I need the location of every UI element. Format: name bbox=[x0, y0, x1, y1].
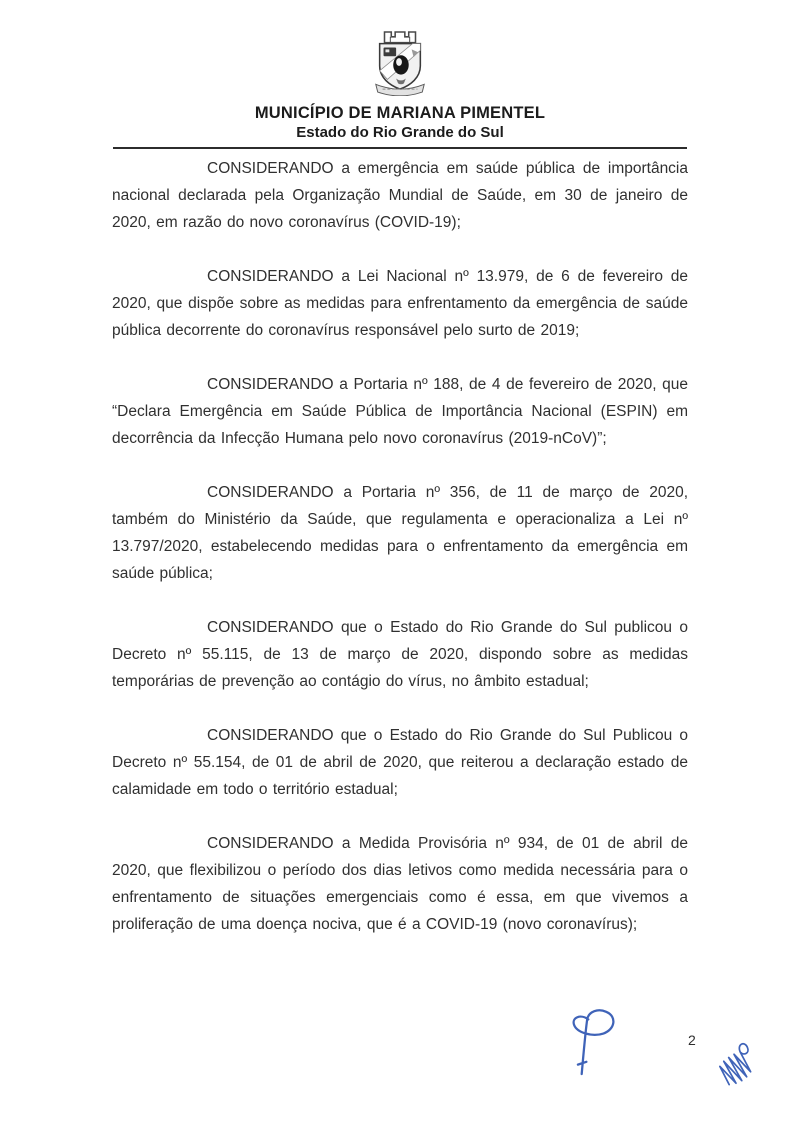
paragraph-considerando-3: CONSIDERANDO a Portaria nº 188, de 4 de fevereiro de 2020, que “Declara Emergência em Saúde Pública de Importância Nacional (ESPIN) em decorrência da Infecção Humana pelo novo coronavírus (2019-nCoV)”; bbox=[112, 376, 688, 447]
handwritten-initial-icon bbox=[560, 1067, 626, 1084]
signature-right bbox=[712, 1026, 774, 1103]
paragraph-considerando-6: CONSIDERANDO que o Estado do Rio Grande do Sul Publicou o Decreto nº 55.154, de 01 de abril de 2020, que reiterou a declaração estado de calamidade em todo o território estadual; bbox=[112, 727, 688, 798]
paragraph-considerando-5: CONSIDERANDO que o Estado do Rio Grande do Sul publicou o Decreto nº 55.115, de 13 de março de 2020, dispondo sobre as medidas temporárias de prevenção ao contágio do vírus, no âmbito estadual; bbox=[112, 619, 688, 690]
signature-left bbox=[560, 1004, 626, 1085]
paragraph-considerando-4: CONSIDERANDO a Portaria nº 356, de 11 de março de 2020, também do Ministério da Saúde, que regulamenta e operacionaliza a Lei nº 13.797/2020, estabelecendo medidas para o enfrentamento da emergência em saúde pública; bbox=[112, 484, 688, 582]
document-header bbox=[0, 28, 800, 142]
municipality-name: MUNICÍPIO DE MARIANA PIMENTEL bbox=[254, 104, 546, 122]
document-body bbox=[112, 155, 688, 965]
paragraph-considerando-7: CONSIDERANDO a Medida Provisória nº 934, de 01 de abril de 2020, que flexibilizou o período dos dias letivos como medida necessária para o enfrentamento de situações emergenciais como é essa, em que vivemos a proliferação de uma doença nociva, que é a COVID-19 (novo coronavírus); bbox=[112, 835, 688, 933]
paragraph-considerando-2: CONSIDERANDO a Lei Nacional nº 13.979, de 6 de fevereiro de 2020, que dispõe sobre as medidas para enfrentamento da emergência de saúde pública decorrente do coronavírus responsável pelo surto de 2019; bbox=[112, 268, 688, 339]
page-number: 2 bbox=[688, 1032, 696, 1048]
handwritten-scribble-icon bbox=[712, 1085, 774, 1102]
header-divider bbox=[113, 147, 687, 149]
state-name: Estado do Rio Grande do Sul bbox=[296, 124, 504, 141]
municipal-crest-icon bbox=[369, 28, 431, 101]
paragraph-considerando-1: CONSIDERANDO a emergência em saúde pública de importância nacional declarada pela Organização Mundial de Saúde, em 30 de janeiro de 2020, em razão do novo coronavírus (COVID-19); bbox=[112, 160, 688, 231]
